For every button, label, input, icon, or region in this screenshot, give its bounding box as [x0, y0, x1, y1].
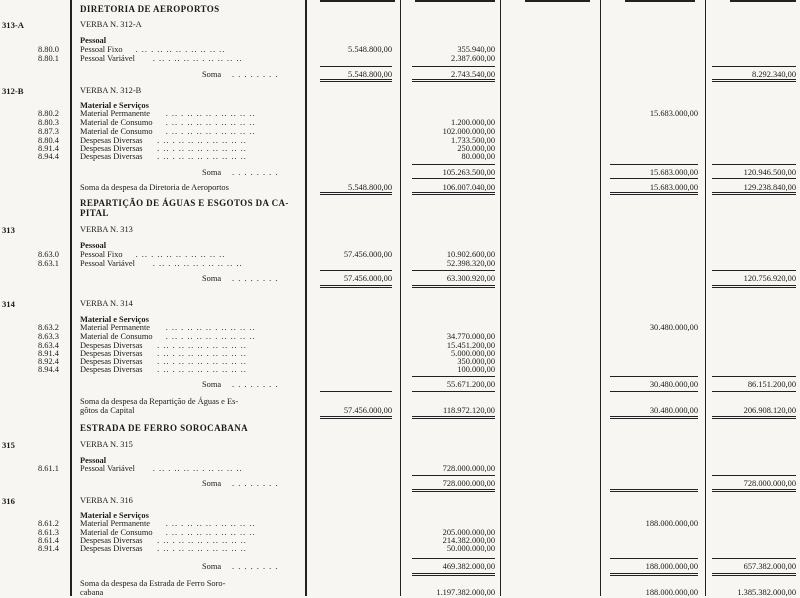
leader-dots: . .. . .. .. .. . .. .. .. .. — [157, 136, 247, 145]
total-label: Soma da despesa da Estrada de Ferro Soro- — [80, 579, 226, 588]
item-code: 8.80.3 — [38, 118, 59, 127]
amount-c4: 188.000.000,00 — [645, 588, 698, 597]
item-label: Despesas Diversas — [80, 152, 143, 161]
sum-rule — [412, 376, 495, 377]
leader-dots: . .. . .. .. .. . .. .. .. .. — [157, 357, 247, 366]
sum-rule — [320, 192, 392, 195]
sum-rule — [412, 558, 495, 559]
sum-rule — [412, 391, 495, 392]
leader-dots: . .. . .. .. .. . .. .. .. .. — [165, 127, 256, 136]
subgroup-heading: Material e Serviços — [80, 101, 149, 110]
sum-rule — [712, 79, 796, 82]
amount-c1: 57.456.000,00 — [343, 406, 392, 415]
leader-dots: . .. . .. .. .. . .. .. .. .. — [157, 544, 247, 553]
subgroup-heading: Pessoal — [80, 36, 107, 45]
column-rule-1 — [400, 0, 401, 596]
amount-c5: 8.292.340,00 — [752, 70, 796, 79]
leader-dots: . . . . . . . . — [232, 168, 279, 177]
total-label: cabana — [80, 588, 104, 597]
amount-c5: 120.756.920,00 — [743, 274, 796, 283]
item-code: 8.94.4 — [38, 365, 59, 374]
amount-c2: 34.770.000,00 — [446, 332, 495, 341]
amount-c2: 728.000.000,00 — [442, 464, 495, 473]
item-label: Despesas Diversas — [80, 349, 143, 358]
leader-dots: . .. . .. .. .. . .. .. .. .. — [152, 259, 243, 268]
item-label: Material Permanente — [80, 323, 150, 332]
sum-rule — [610, 178, 698, 179]
item-code: 8.63.0 — [38, 250, 59, 259]
item-label: Material de Consumo — [80, 118, 153, 127]
amount-c2: 2.743.540,00 — [451, 70, 495, 79]
sum-rule — [712, 192, 796, 195]
leader-dots: . .. . .. .. .. . .. .. .. .. — [157, 536, 247, 545]
sum-rule — [712, 376, 796, 377]
amount-c2: 355.940,00 — [457, 45, 495, 54]
sum-rule — [320, 285, 392, 288]
section-number: 312-B — [2, 86, 24, 96]
amount-c2: 469.382.000,00 — [442, 562, 495, 571]
item-label: Despesas Diversas — [80, 544, 143, 553]
subgroup-heading: Pessoal — [80, 456, 107, 465]
leader-dots: . .. . .. .. .. . .. .. .. .. — [157, 144, 247, 153]
sum-rule — [712, 489, 796, 492]
item-code: 8.91.4 — [38, 144, 59, 153]
amount-c5: 120.946.500,00 — [743, 168, 796, 177]
sum-rule — [412, 489, 495, 492]
amount-c2: 102.000.000,00 — [442, 127, 495, 136]
amount-c2: 10.902.600,00 — [446, 250, 495, 259]
sum-rule — [412, 416, 495, 419]
amount-c4: 30.480.000,00 — [649, 406, 698, 415]
leader-dots: . .. . .. .. .. . .. .. .. .. — [165, 332, 256, 341]
item-code: 8.63.1 — [38, 259, 59, 268]
column-top-rule — [625, 0, 695, 2]
leader-dots: . .. . .. .. .. . .. .. .. .. — [157, 152, 247, 161]
column-rule-4 — [705, 0, 706, 596]
sum-rule — [320, 416, 392, 419]
amount-c4: 15.683.000,00 — [649, 109, 698, 118]
item-code: 8.80.4 — [38, 136, 59, 145]
amount-c4: 188.000.000,00 — [645, 519, 698, 528]
amount-c2: 80.000,00 — [461, 152, 495, 161]
item-code: 8.61.3 — [38, 528, 59, 537]
sum-rule — [712, 270, 796, 271]
amount-c2: 1.197.382.000,00 — [436, 588, 495, 597]
sum-rule — [712, 416, 796, 419]
sum-label: Soma — [202, 562, 222, 571]
leader-dots: . .. . .. .. .. . .. .. .. .. — [135, 250, 226, 259]
sum-rule — [412, 164, 495, 165]
item-label: Material de Consumo — [80, 127, 153, 136]
amount-c4: 15.683.000,00 — [649, 183, 698, 192]
total-label: gôtos da Capital — [80, 406, 135, 415]
item-code: 8.87.3 — [38, 127, 59, 136]
leader-dots: . .. . .. .. .. . .. .. .. .. — [165, 519, 256, 528]
verba-label: VERBA N. 312-A — [80, 20, 142, 29]
leader-dots: . .. . .. .. .. . .. .. .. .. — [157, 349, 247, 358]
sum-rule — [412, 475, 495, 476]
amount-c4: 15.683.000,00 — [649, 168, 698, 177]
sum-rule — [610, 558, 698, 559]
amount-c2: 55.671.200,00 — [446, 380, 495, 389]
item-label: Material de Consumo — [80, 528, 153, 537]
leader-dots: . .. . .. .. .. . .. .. .. .. — [157, 365, 247, 374]
leader-dots: . . . . . . . . — [232, 274, 279, 283]
sum-label: Soma — [202, 168, 222, 177]
item-code: 8.80.0 — [38, 45, 59, 54]
sum-rule — [610, 192, 698, 195]
amount-c1: 57.456.000,00 — [343, 274, 392, 283]
section-number: 314 — [2, 299, 15, 309]
amount-c4: 30.480.000,00 — [649, 380, 698, 389]
sum-rule — [712, 164, 796, 165]
sum-label: Soma — [202, 70, 222, 79]
amount-c2: 63.300.920,00 — [446, 274, 495, 283]
amount-c2: 105.263.500,00 — [442, 168, 495, 177]
amount-c2: 15.451.200,00 — [446, 341, 495, 350]
amount-c2: 50.000.000,00 — [446, 544, 495, 553]
sum-label: Soma — [202, 479, 222, 488]
sum-rule — [712, 285, 796, 288]
sum-rule — [412, 79, 495, 82]
item-code: 8.61.1 — [38, 464, 59, 473]
item-code: 8.80.1 — [38, 54, 59, 63]
column-top-rule — [415, 0, 495, 2]
column-top-rule — [320, 0, 395, 2]
section-title: ESTRADA DE FERRO SOROCABANA — [80, 423, 249, 433]
amount-c5: 728.000.000,00 — [743, 479, 796, 488]
amount-c2: 214.382.000,00 — [442, 536, 495, 545]
column-rule-3 — [600, 0, 601, 596]
amount-c2: 5.000.000,00 — [451, 349, 495, 358]
sum-rule — [712, 66, 796, 67]
column-rule-description — [305, 0, 307, 596]
amount-c2: 106.007.040,00 — [442, 183, 495, 192]
item-label: Pessoal Fixo — [80, 45, 123, 54]
item-code: 8.61.2 — [38, 519, 59, 528]
item-code: 8.94.4 — [38, 152, 59, 161]
amount-c2: 250.000,00 — [457, 144, 495, 153]
item-code: 8.63.2 — [38, 323, 59, 332]
leader-dots: . .. . .. .. .. . .. .. .. .. — [165, 118, 256, 127]
section-title: REPARTIÇÃO DE ÁGUAS E ESGOTOS DA CA- — [80, 198, 289, 208]
item-label: Despesas Diversas — [80, 136, 143, 145]
leader-dots: . .. . .. .. .. . .. .. .. .. — [152, 54, 243, 63]
amount-c5: 86.151.200,00 — [747, 380, 796, 389]
amount-c2: 205.000.000,00 — [442, 528, 495, 537]
leader-dots: . .. . .. .. .. . .. .. .. .. — [157, 341, 247, 350]
amount-c2: 728.000.000,00 — [442, 479, 495, 488]
sum-rule — [412, 192, 495, 195]
sum-rule — [320, 66, 392, 67]
item-code: 8.91.4 — [38, 349, 59, 358]
verba-label: VERBA N. 313 — [80, 225, 133, 234]
leader-dots: . .. . .. .. .. . .. .. .. .. — [152, 464, 243, 473]
sum-rule — [712, 573, 796, 576]
leader-dots: . . . . . . . . — [232, 562, 279, 571]
sum-rule — [320, 79, 392, 82]
leader-dots: . . . . . . . . — [232, 479, 279, 488]
amount-c4: 188.000.000,00 — [645, 562, 698, 571]
item-code: 8.80.2 — [38, 109, 59, 118]
amount-c2: 1.733.500,00 — [451, 136, 495, 145]
sum-rule — [610, 391, 698, 392]
subgroup-heading: Material e Serviços — [80, 511, 149, 520]
item-code: 8.91.4 — [38, 544, 59, 553]
amount-c2: 2.387.600,00 — [451, 54, 495, 63]
sum-rule — [610, 489, 698, 492]
item-label: Despesas Diversas — [80, 144, 143, 153]
sum-rule — [412, 285, 495, 288]
total-label: Soma da despesa da Diretoria de Aeroportos — [80, 183, 229, 192]
column-rule-codes — [70, 0, 72, 596]
sum-rule — [610, 573, 698, 576]
item-code: 8.63.3 — [38, 332, 59, 341]
verba-label: VERBA N. 314 — [80, 299, 133, 308]
amount-c2: 350.000,00 — [457, 357, 495, 366]
leader-dots: . . . . . . . . — [232, 380, 279, 389]
item-label: Material de Consumo — [80, 332, 153, 341]
section-number: 313 — [2, 225, 15, 235]
verba-label: VERBA N. 315 — [80, 440, 133, 449]
sum-rule — [320, 270, 392, 271]
item-label: Pessoal Fixo — [80, 250, 123, 259]
item-code: 8.61.4 — [38, 536, 59, 545]
item-label: Pessoal Variável — [80, 259, 135, 268]
sum-rule — [412, 66, 495, 67]
column-rule-2 — [500, 0, 501, 596]
amount-c5: 206.908.120,00 — [743, 406, 796, 415]
item-label: Material Permanente — [80, 519, 150, 528]
section-number: 315 — [2, 440, 15, 450]
section-number: 313-A — [2, 20, 24, 30]
item-label: Material Permanente — [80, 109, 150, 118]
amount-c5: 129.238.840,00 — [743, 183, 796, 192]
amount-c1: 5.548.800,00 — [348, 45, 392, 54]
column-top-rule — [730, 0, 796, 2]
item-label: Pessoal Variável — [80, 464, 135, 473]
sum-rule — [610, 164, 698, 165]
sum-label: Soma — [202, 380, 222, 389]
leader-dots: . .. . .. .. .. . .. .. .. .. — [165, 528, 256, 537]
sum-rule — [712, 558, 796, 559]
sum-rule — [712, 475, 796, 476]
sum-rule — [610, 376, 698, 377]
sum-rule — [412, 270, 495, 271]
item-code: 8.63.4 — [38, 341, 59, 350]
amount-c1: 57.456.000,00 — [343, 250, 392, 259]
sum-rule — [412, 573, 495, 576]
amount-c4: 30.480.000,00 — [649, 323, 698, 332]
amount-c2: 52.398.320,00 — [446, 259, 495, 268]
amount-c2: 100.000,00 — [457, 365, 495, 374]
sum-rule — [610, 416, 698, 419]
verba-label: VERBA N. 312-B — [80, 86, 142, 95]
section-title: DIRETORIA DE AEROPORTOS — [80, 4, 220, 14]
section-number: 316 — [2, 496, 15, 506]
amount-c5: 1.385.382.000,00 — [737, 588, 796, 597]
item-label: Pessoal Variável — [80, 54, 135, 63]
item-label: Despesas Diversas — [80, 357, 143, 366]
column-top-rule — [525, 0, 590, 2]
total-label: Soma da despesa da Repartição de Águas e Es- — [80, 397, 239, 406]
leader-dots: . .. . .. .. .. . .. .. .. .. — [165, 109, 256, 118]
leader-dots: . . . . . . . . — [232, 70, 279, 79]
sum-rule — [712, 391, 796, 392]
leader-dots: . .. . .. .. .. . .. .. .. .. — [135, 45, 226, 54]
sum-rule — [320, 391, 392, 392]
amount-c2: 118.972.120,00 — [442, 406, 495, 415]
subgroup-heading: Pessoal — [80, 241, 107, 250]
verba-label: VERBA N. 316 — [80, 496, 133, 505]
amount-c2: 1.200.000,00 — [451, 118, 495, 127]
section-title: PITAL — [80, 208, 109, 218]
sum-label: Soma — [202, 274, 222, 283]
amount-c1: 5.548.800,00 — [348, 183, 392, 192]
subgroup-heading: Material e Serviços — [80, 315, 149, 324]
amount-c1: 5.548.800,00 — [348, 70, 392, 79]
sum-rule — [412, 178, 495, 179]
item-label: Despesas Diversas — [80, 341, 143, 350]
item-label: Despesas Diversas — [80, 536, 143, 545]
item-label: Despesas Diversas — [80, 365, 143, 374]
sum-rule — [712, 178, 796, 179]
amount-c5: 657.382.000,00 — [743, 562, 796, 571]
item-code: 8.92.4 — [38, 357, 59, 366]
leader-dots: . .. . .. .. .. . .. .. .. .. — [165, 323, 256, 332]
